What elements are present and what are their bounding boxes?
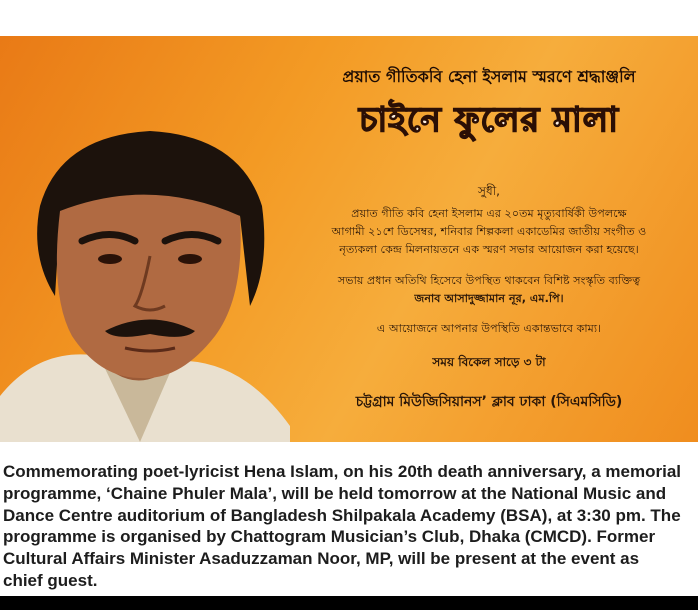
poster-heading: প্রয়াত গীতিকবি হেনা ইসলাম স্মরণে শ্রদ্ধাঞ্জলি — [342, 67, 636, 86]
portrait-image — [0, 96, 290, 442]
poster-body-line: সভায় প্রধান অতিথি হিসেবে উপস্থিত থাকবেন বিশিষ্ট সংস্কৃতি ব্যক্তিত্ব — [337, 274, 641, 287]
news-caption: Commemorating poet-lyricist Hena Islam, on his 20th death anniversary, a memorial programme, ‘Chaine Phuler Mala’, will be held tomorrow at the National Music and Dance Centre auditorium of Bangladesh Shilpakala Academy (BSA), at 3:30 pm. The programme is organised by Chattogram Musician’s Club, Dhaka (CMCD). Former Cultural Affairs Minister Asaduzzaman Noor, MP, will be present at the event as chief guest. — [3, 462, 681, 590]
poster-time: সময় বিকেল সাড়ে ৩ টা — [432, 355, 546, 369]
poster-body-line: এ আয়োজনে আপনার উপস্থিতি একান্তভাবে কাম্য। — [376, 322, 602, 335]
poster-organizer: চট্টগ্রাম মিউজিসিয়ানস’ ক্লাব ঢাকা (সিএমসিডি) — [355, 394, 623, 410]
poster-body-line: জনাব আসাদুজ্জামান নূর, এম.পি। — [414, 292, 564, 305]
poster-body-line: নৃত্যকলা কেন্দ্র মিলনায়তনে এক স্মরণ সভার আয়োজন করা হয়েছে। — [339, 243, 639, 256]
poster-salutation: সুধী, — [478, 184, 500, 198]
poster-body-line: প্রয়াত গীতি কবি হেনা ইসলাম এর ২০তম মৃত্যুবার্ষিকী উপলক্ষে — [351, 207, 627, 220]
bottom-bar — [0, 596, 698, 610]
poster-body-line: আগামী ২১শে ডিসেম্বর, শনিবার শিল্পকলা একাডেমির জাতীয় সংগীত ও — [331, 225, 647, 238]
poster-title: চাইনে ফুলের মালা — [358, 100, 619, 140]
event-poster — [0, 36, 698, 442]
